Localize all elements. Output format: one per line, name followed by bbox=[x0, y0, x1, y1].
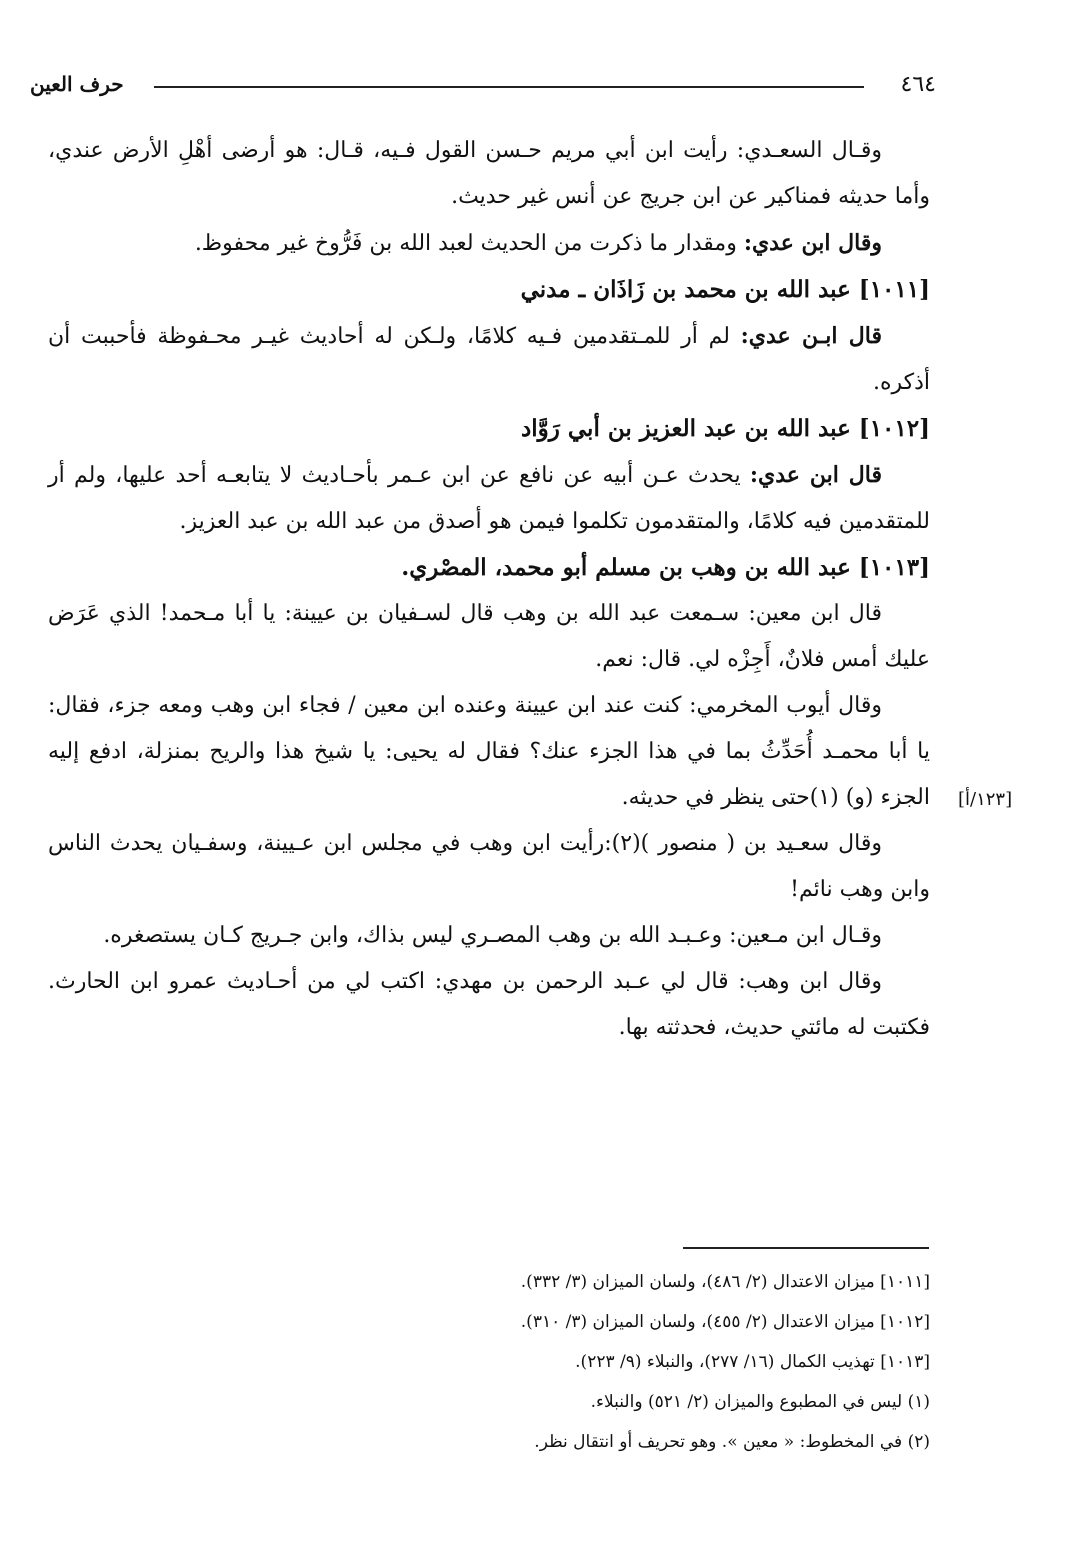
paragraph-ibn-adi-3 bbox=[48, 452, 930, 545]
running-header bbox=[22, 72, 942, 102]
speaker-label: قال ابـن عدي: bbox=[740, 323, 883, 349]
entry-heading-1011: [١٠١١] عبد الله بن محمد بن زَاذَان ـ مدني bbox=[520, 276, 930, 303]
main-text bbox=[48, 128, 930, 1051]
chapter-title: حرف العين bbox=[30, 72, 124, 96]
entry-heading-1013: [١٠١٣] عبد الله بن وهب بن مسلم أبو محمد، المصْري. bbox=[401, 554, 930, 581]
paragraph-ibn-wahb: وقال ابن وهب: قال لي عـبد الرحمن بن مهدي: اكتب لي من أحـاديث عمرو ابن الحارث. فكتبت له مائتي حديث، فحدثته بها. bbox=[48, 969, 930, 1040]
footnote-1013: [١٠١٣] تهذيب الكمال (١٦/ ٢٧٧)، والنبلاء (٩/ ٢٢٣). bbox=[575, 1352, 930, 1372]
header-rule bbox=[154, 86, 864, 88]
manuscript-folio-ref: [١٢٣/أ] bbox=[958, 789, 1013, 810]
footnote-1011: [١٠١١] ميزان الاعتدال (٢/ ٤٨٦)، ولسان الميزان (٣/ ٣٣٢). bbox=[520, 1272, 930, 1292]
paragraph-ibn-maeen-1: قال ابن معين: سـمعت عبد الله بن وهب قال لسـفيان بن عيينة: يا أبا مـحمد! الذي عَرَض عليك أمس فلانٌ، أَجِزْه لي. قال: نعم. bbox=[48, 601, 930, 672]
footnote-2: (٢) في المخطوط: « معين ». وهو تحريف أو انتقال نظر. bbox=[534, 1432, 930, 1452]
paragraph-ibn-adi-1 bbox=[48, 220, 930, 267]
speaker-label: وقال ابن عدي: bbox=[743, 230, 882, 256]
paragraph-text: ومقدار ما ذكرت من الحديث لعبد الله بن فَرُّوخ غير محفوظ. bbox=[194, 231, 744, 256]
speaker-label: قال ابن عدي: bbox=[749, 462, 882, 488]
paragraph-said: وقال سعـيد بن ( منصور )(٢):رأيت ابن وهب في مجلس ابن عـيينة، وسفـيان يحدث الناس وابن وهب نائم! bbox=[48, 831, 930, 902]
paragraph-text: يحدث عـن أبيه عن نافع عن ابن عـمر بأحـاديث لا يتابعـه أحد عليها، ولم أر للمتقدمين فيه كلامًا، والمتقدمون تكلموا فيمن هو أصدق من عبد الله بن عبد العزيز. bbox=[48, 463, 930, 534]
paragraph-ibn-adi-2 bbox=[48, 313, 930, 406]
footnotes bbox=[420, 1262, 930, 1462]
footnote-rule bbox=[683, 1247, 929, 1249]
paragraph-text: لم أر للمـتقدمين فـيه كلامًا، ولـكن له أحاديث غيـر محـفوظة فأحببت أن أذكره. bbox=[48, 324, 930, 395]
paragraph-saadi: وقـال السعـدي: رأيت ابن أبي مريم حـسن القول فـيه، قـال: هو أرضى أهْلِ الأرض عندي، وأما حديثه فمناكير عن ابن جريج عن أنس غير حديث. bbox=[48, 138, 930, 209]
entry-heading-1012: [١٠١٢] عبد الله بن عبد العزيز بن أبي رَوَّاد bbox=[521, 415, 930, 442]
page-number: ٤٦٤ bbox=[900, 72, 936, 97]
paragraph-ibn-maeen-2: وقـال ابن مـعين: وعـبـد الله بن وهب المصـري ليس بذاك، وابن جـريج كـان يستصغره. bbox=[103, 923, 882, 948]
footnote-1: (١) ليس في المطبوع والميزان (٢/ ٥٢١) والنبلاء. bbox=[590, 1392, 930, 1412]
paragraph-ayyub: وقال أيوب المخرمي: كنت عند ابن عيينة وعنده ابن معين / فجاء ابن وهب ومعه جزء، فقال: يا أبا محمـد أُحَدِّثُ بما في هذا الجزء عنك؟ فقال له يحيى: يا شيخ هذا والريح بمنزلة، ادفع إليه الجزء (و) (١)حتى ينظر في حديثه. bbox=[48, 693, 930, 810]
footnote-1012: [١٠١٢] ميزان الاعتدال (٢/ ٤٥٥)، ولسان الميزان (٣/ ٣١٠). bbox=[520, 1312, 930, 1332]
